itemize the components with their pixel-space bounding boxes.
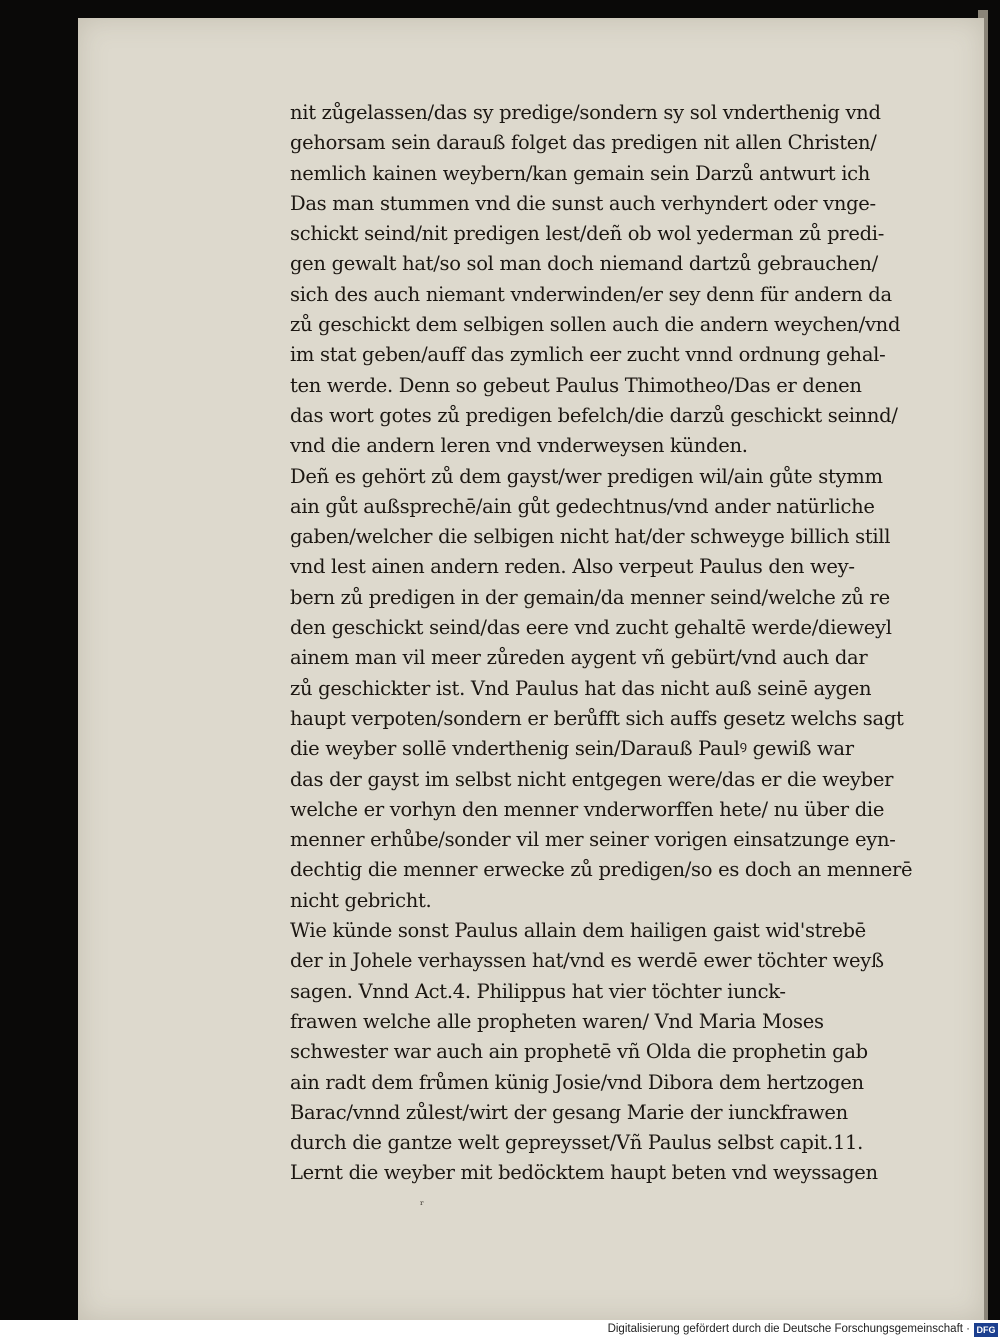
text-line: gehorsam sein darauß folget das predigen nit allen Christen/ xyxy=(290,131,877,155)
text-line: menner erhůbe/sonder vil mer seiner vorigen einsatzunge eyn- xyxy=(290,828,896,852)
text-line: bern zů predigen in der gemain/da menner seind/welche zů re xyxy=(290,585,890,609)
footer-bar xyxy=(0,1320,1000,1341)
text-line: schwester war auch ain prophetē vñ Olda die prophetin gab xyxy=(290,1040,868,1064)
text-line: Barac/vnnd zůlest/wirt der gesang Marie der iunckfrawen xyxy=(290,1100,848,1124)
text-line: vnd lest ainen andern reden. Also verpeut Paulus den wey- xyxy=(290,555,855,579)
text-line: frawen welche alle propheten waren/ Vnd Maria Moses xyxy=(290,1009,824,1033)
text-line: schickt seind/nit predigen lest/deñ ob wol yederman zů predi- xyxy=(290,222,884,246)
page-text xyxy=(290,98,980,1189)
text-line: welche er vorhyn den menner vnderworffen hete/ nu über die xyxy=(290,797,885,821)
text-line: ten werde. Denn so gebeut Paulus Thimotheo/Das er denen xyxy=(290,373,862,397)
text-line: den geschickt seind/das eere vnd zucht gehaltē werde/dieweyl xyxy=(290,616,892,640)
text-line: durch die gantze welt gepreysset/Vñ Paulus selbst capit.11. xyxy=(290,1131,864,1155)
text-line: nit zůgelassen/das sy predige/sondern sy sol vnderthenig vnd xyxy=(290,101,881,124)
dfg-logo-icon: DFG xyxy=(974,1323,998,1337)
text-line: zů geschickter ist. Vnd Paulus hat das nicht auß seinē aygen xyxy=(290,676,872,700)
text-line: ainem man vil meer zůreden aygent vñ gebürt/vnd auch dar xyxy=(290,646,868,670)
text-line: nicht gebricht. xyxy=(290,888,432,912)
text-line: das wort gotes zů predigen befelch/die darzů geschickt seinnd/ xyxy=(290,403,898,427)
text-line: sich des auch niemant vnderwinden/er sey denn für andern da xyxy=(290,282,892,306)
text-line: ain gůt außsprechē/ain gůt gedechtnus/vnd ander natürliche xyxy=(290,494,875,518)
text-line: vnd die andern leren vnd vnderweysen künden. xyxy=(290,434,748,458)
text-line: Deñ es gehört zů dem gayst/wer predigen wil/ain gůte stymm xyxy=(290,464,883,488)
text-line: die weyber sollē vnderthenig sein/Darauß Paulꝰ gewiß war xyxy=(290,737,854,761)
text-line: nemlich kainen weybern/kan gemain sein Darzů antwurt ich xyxy=(290,161,871,185)
text-line: sagen. Vnnd Act.4. Philippus hat vier töchter iunck- xyxy=(290,979,786,1003)
text-line: Wie künde sonst Paulus allain dem hailigen gaist wid'strebē xyxy=(290,919,866,943)
text-line: ain radt dem frůmen künig Josie/vnd Dibora dem hertzogen xyxy=(290,1070,864,1094)
text-line: der in Johele verhayssen hat/vnd es werdē ewer töchter weyß xyxy=(290,949,884,973)
text-line: Lernt die weyber mit bedöcktem haupt beten vnd weyssagen xyxy=(290,1161,878,1185)
text-line: Das man stummen vnd die sunst auch verhyndert oder vnge- xyxy=(290,191,876,215)
text-line: gaben/welcher die selbigen nicht hat/der schweyge billich still xyxy=(290,525,891,549)
text-line: dechtig die menner erwecke zů predigen/so es doch an mennerē xyxy=(290,858,913,882)
text-line: im stat geben/auff das zymlich eer zucht vnnd ordnung gehal- xyxy=(290,343,886,367)
footer-credit: Digitalisierung gefördert durch die Deutsche Forschungsgemeinschaft · xyxy=(607,1323,970,1335)
text-line: das der gayst im selbst nicht entgegen were/das er die weyber xyxy=(290,767,894,791)
text-line: haupt verpoten/sondern er berůfft sich auffs gesetz welchs sagt xyxy=(290,706,904,730)
page-mark: ʳ xyxy=(420,1198,425,1212)
text-line: gen gewalt hat/so sol man doch niemand dartzů gebrauchen/ xyxy=(290,252,878,276)
text-line: zů geschickt dem selbigen sollen auch die andern weychen/vnd xyxy=(290,313,901,337)
